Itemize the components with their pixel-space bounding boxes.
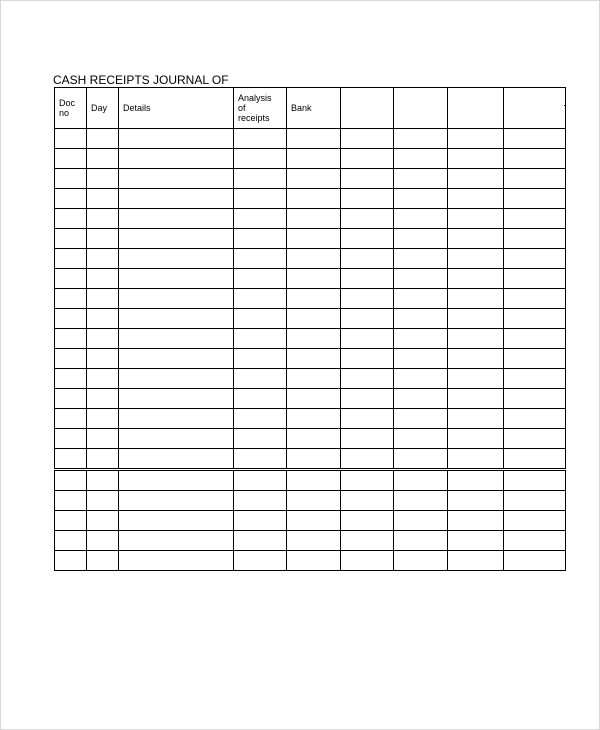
table-cell[interactable] [287,349,341,369]
table-cell[interactable] [448,209,504,229]
table-row [55,389,566,409]
table-cell[interactable] [287,269,341,289]
table-cell[interactable] [287,329,341,349]
column-header-day: Day [87,88,119,129]
table-cell[interactable] [287,129,341,149]
table-cell[interactable] [341,389,394,409]
table-cell[interactable] [55,289,87,309]
column-header-blank [394,88,448,129]
table-cell[interactable] [287,229,341,249]
table-cell[interactable] [341,149,394,169]
table-cell[interactable] [394,349,448,369]
table-cell[interactable] [341,349,394,369]
table-cell[interactable] [504,329,566,349]
table-cell[interactable] [448,289,504,309]
table-row [55,551,566,571]
table-row [55,369,566,389]
table-cell[interactable] [55,449,87,470]
table-cell[interactable] [87,149,119,169]
table-cell[interactable] [234,511,287,531]
table-cell[interactable] [448,349,504,369]
table-cell[interactable] [55,189,87,209]
table-cell[interactable] [119,409,234,429]
table-cell[interactable] [87,349,119,369]
table-cell[interactable] [119,491,234,511]
table-cell[interactable] [448,531,504,551]
table-cell[interactable] [504,551,566,571]
column-header-blank [448,88,504,129]
table-row [55,449,566,470]
table-cell[interactable] [341,229,394,249]
table-cell[interactable] [234,229,287,249]
table-cell[interactable] [341,429,394,449]
table-cell[interactable] [55,531,87,551]
table-cell[interactable] [448,189,504,209]
table-cell[interactable] [87,531,119,551]
table-cell[interactable] [448,429,504,449]
table-cell[interactable] [87,229,119,249]
table-cell[interactable] [394,189,448,209]
table-cell[interactable] [448,249,504,269]
table-cell[interactable] [504,189,566,209]
table-row [55,289,566,309]
table-cell[interactable] [234,409,287,429]
table-row [55,129,566,149]
table-cell[interactable] [504,269,566,289]
table-cell[interactable] [87,129,119,149]
table-cell[interactable] [119,309,234,329]
table-cell[interactable] [119,169,234,189]
table-cell[interactable] [504,209,566,229]
table-cell[interactable] [504,129,566,149]
table-row [55,470,566,491]
table-cell[interactable] [87,289,119,309]
table-cell[interactable] [394,491,448,511]
table-cell[interactable] [394,389,448,409]
table-cell[interactable] [448,389,504,409]
table-cell[interactable] [448,491,504,511]
table-cell[interactable] [119,511,234,531]
table-cell[interactable] [55,269,87,289]
column-header-blank [504,88,566,129]
table-cell[interactable] [119,349,234,369]
table-cell[interactable] [55,491,87,511]
table-cell[interactable] [119,470,234,491]
table-cell[interactable] [448,449,504,470]
table-cell[interactable] [504,531,566,551]
table-cell[interactable] [394,169,448,189]
table-cell[interactable] [394,309,448,329]
table-cell[interactable] [119,389,234,409]
table-cell[interactable] [119,289,234,309]
table-cell[interactable] [394,269,448,289]
table-cell[interactable] [55,209,87,229]
column-header-details: Details [119,88,234,129]
table-cell[interactable] [87,329,119,349]
table-cell[interactable] [55,511,87,531]
table-cell[interactable] [394,149,448,169]
table-cell[interactable] [394,511,448,531]
table-row [55,229,566,249]
table-cell[interactable] [287,429,341,449]
table-cell[interactable] [504,169,566,189]
table-cell[interactable] [341,189,394,209]
table-cell[interactable] [394,289,448,309]
table-cell[interactable] [87,189,119,209]
table-cell[interactable] [87,269,119,289]
table-cell[interactable] [87,511,119,531]
table-cell[interactable] [341,209,394,229]
table-cell[interactable] [234,491,287,511]
table-cell[interactable] [341,449,394,470]
table-cell[interactable] [234,470,287,491]
table-cell[interactable] [119,429,234,449]
table-cell[interactable] [448,269,504,289]
journal-body [55,129,566,571]
table-cell[interactable] [119,189,234,209]
cash-receipts-journal-table [54,87,566,571]
table-cell[interactable] [287,531,341,551]
table-cell[interactable] [234,189,287,209]
table-cell[interactable] [55,349,87,369]
table-cell[interactable] [394,449,448,470]
table-cell[interactable] [55,309,87,329]
table-cell[interactable] [234,289,287,309]
table-cell[interactable] [234,349,287,369]
table-cell[interactable] [504,309,566,329]
table-cell[interactable] [287,389,341,409]
table-cell[interactable] [504,409,566,429]
column-header-bank: Bank [287,88,341,129]
table-cell[interactable] [55,169,87,189]
table-cell[interactable] [234,269,287,289]
column-header-analysis-of-receipts: Analysis of receipts [234,88,287,129]
column-header-blank [341,88,394,129]
table-cell[interactable] [341,169,394,189]
table-cell[interactable] [394,249,448,269]
table-cell[interactable] [394,229,448,249]
table-cell[interactable] [87,169,119,189]
table-cell[interactable] [55,369,87,389]
table-cell[interactable] [87,491,119,511]
table-cell[interactable] [341,369,394,389]
table-cell[interactable] [504,470,566,491]
table-cell[interactable] [87,389,119,409]
table-cell[interactable] [119,229,234,249]
table-cell[interactable] [119,149,234,169]
table-cell[interactable] [119,369,234,389]
table-row [55,309,566,329]
table-cell[interactable] [341,470,394,491]
table-cell[interactable] [55,429,87,449]
table-cell[interactable] [448,329,504,349]
table-cell[interactable] [504,249,566,269]
table-cell[interactable] [341,129,394,149]
table-cell[interactable] [394,329,448,349]
table-cell[interactable] [234,369,287,389]
column-header-doc-no: Doc no [55,88,87,129]
table-cell[interactable] [234,169,287,189]
table-cell[interactable] [394,470,448,491]
table-cell[interactable] [287,491,341,511]
table-cell[interactable] [234,329,287,349]
table-cell[interactable] [394,129,448,149]
table-cell[interactable] [504,149,566,169]
table-cell[interactable] [119,209,234,229]
table-cell[interactable] [234,531,287,551]
table-cell[interactable] [87,551,119,571]
table-cell[interactable] [448,409,504,429]
edge-tick-mark [564,105,566,106]
table-cell[interactable] [448,551,504,571]
table-cell[interactable] [287,369,341,389]
table-cell[interactable] [287,551,341,571]
table-cell[interactable] [448,511,504,531]
journal-title: CASH RECEIPTS JOURNAL OF [53,73,229,87]
table-cell[interactable] [234,149,287,169]
table-row [55,349,566,369]
table-cell[interactable] [87,449,119,470]
table-cell[interactable] [234,129,287,149]
table-cell[interactable] [504,491,566,511]
table-cell[interactable] [55,551,87,571]
table-cell[interactable] [119,129,234,149]
table-cell[interactable] [504,389,566,409]
table-cell[interactable] [119,269,234,289]
table-cell[interactable] [287,289,341,309]
table-row [55,169,566,189]
table-row [55,189,566,209]
table-cell[interactable] [234,429,287,449]
table-cell[interactable] [87,209,119,229]
table-row [55,329,566,349]
table-cell[interactable] [448,149,504,169]
table-cell[interactable] [504,289,566,309]
table-cell[interactable] [55,409,87,429]
table-cell[interactable] [341,531,394,551]
table-cell[interactable] [234,551,287,571]
table-cell[interactable] [394,409,448,429]
table-cell[interactable] [87,409,119,429]
table-cell[interactable] [234,389,287,409]
table-cell[interactable] [394,531,448,551]
table-cell[interactable] [55,129,87,149]
table-cell[interactable] [394,209,448,229]
table-cell[interactable] [341,269,394,289]
table-cell[interactable] [87,369,119,389]
table-cell[interactable] [55,229,87,249]
table-cell[interactable] [119,249,234,269]
table-cell[interactable] [287,189,341,209]
table-cell[interactable] [504,369,566,389]
table-cell[interactable] [287,409,341,429]
table-cell[interactable] [287,149,341,169]
table-cell[interactable] [504,229,566,249]
table-cell[interactable] [287,449,341,470]
table-cell[interactable] [234,249,287,269]
table-row [55,269,566,289]
table-cell[interactable] [394,429,448,449]
table-cell[interactable] [119,329,234,349]
table-cell[interactable] [504,349,566,369]
table-cell[interactable] [87,309,119,329]
table-cell[interactable] [341,329,394,349]
table-cell[interactable] [448,169,504,189]
table-cell[interactable] [394,369,448,389]
table-row [55,531,566,551]
table-cell[interactable] [504,449,566,470]
table-cell[interactable] [341,289,394,309]
table-cell[interactable] [341,551,394,571]
table-cell[interactable] [287,470,341,491]
table-cell[interactable] [87,470,119,491]
table-cell[interactable] [448,309,504,329]
table-cell[interactable] [448,229,504,249]
table-cell[interactable] [55,249,87,269]
table-cell[interactable] [394,551,448,571]
table-cell[interactable] [87,249,119,269]
table-cell[interactable] [341,491,394,511]
table-cell[interactable] [504,511,566,531]
table-cell[interactable] [448,129,504,149]
table-cell[interactable] [55,329,87,349]
table-cell[interactable] [55,470,87,491]
table-row [55,491,566,511]
table-cell[interactable] [119,449,234,470]
table-cell[interactable] [234,309,287,329]
table-cell[interactable] [287,169,341,189]
table-cell[interactable] [341,511,394,531]
table-cell[interactable] [234,449,287,470]
table-row [55,429,566,449]
table-cell[interactable] [341,249,394,269]
table-row [55,511,566,531]
header-row [55,88,566,129]
table-row [55,409,566,429]
table-cell[interactable] [287,249,341,269]
table-row [55,209,566,229]
table-row [55,149,566,169]
table-row [55,249,566,269]
table-cell[interactable] [341,409,394,429]
table-cell[interactable] [55,389,87,409]
table-cell[interactable] [55,149,87,169]
table-cell[interactable] [87,429,119,449]
table-cell[interactable] [287,309,341,329]
table-cell[interactable] [119,531,234,551]
table-cell[interactable] [341,309,394,329]
table-cell[interactable] [234,209,287,229]
table-cell[interactable] [504,429,566,449]
table-cell[interactable] [287,209,341,229]
table-cell[interactable] [119,551,234,571]
table-cell[interactable] [448,470,504,491]
table-cell[interactable] [448,369,504,389]
table-cell[interactable] [287,511,341,531]
